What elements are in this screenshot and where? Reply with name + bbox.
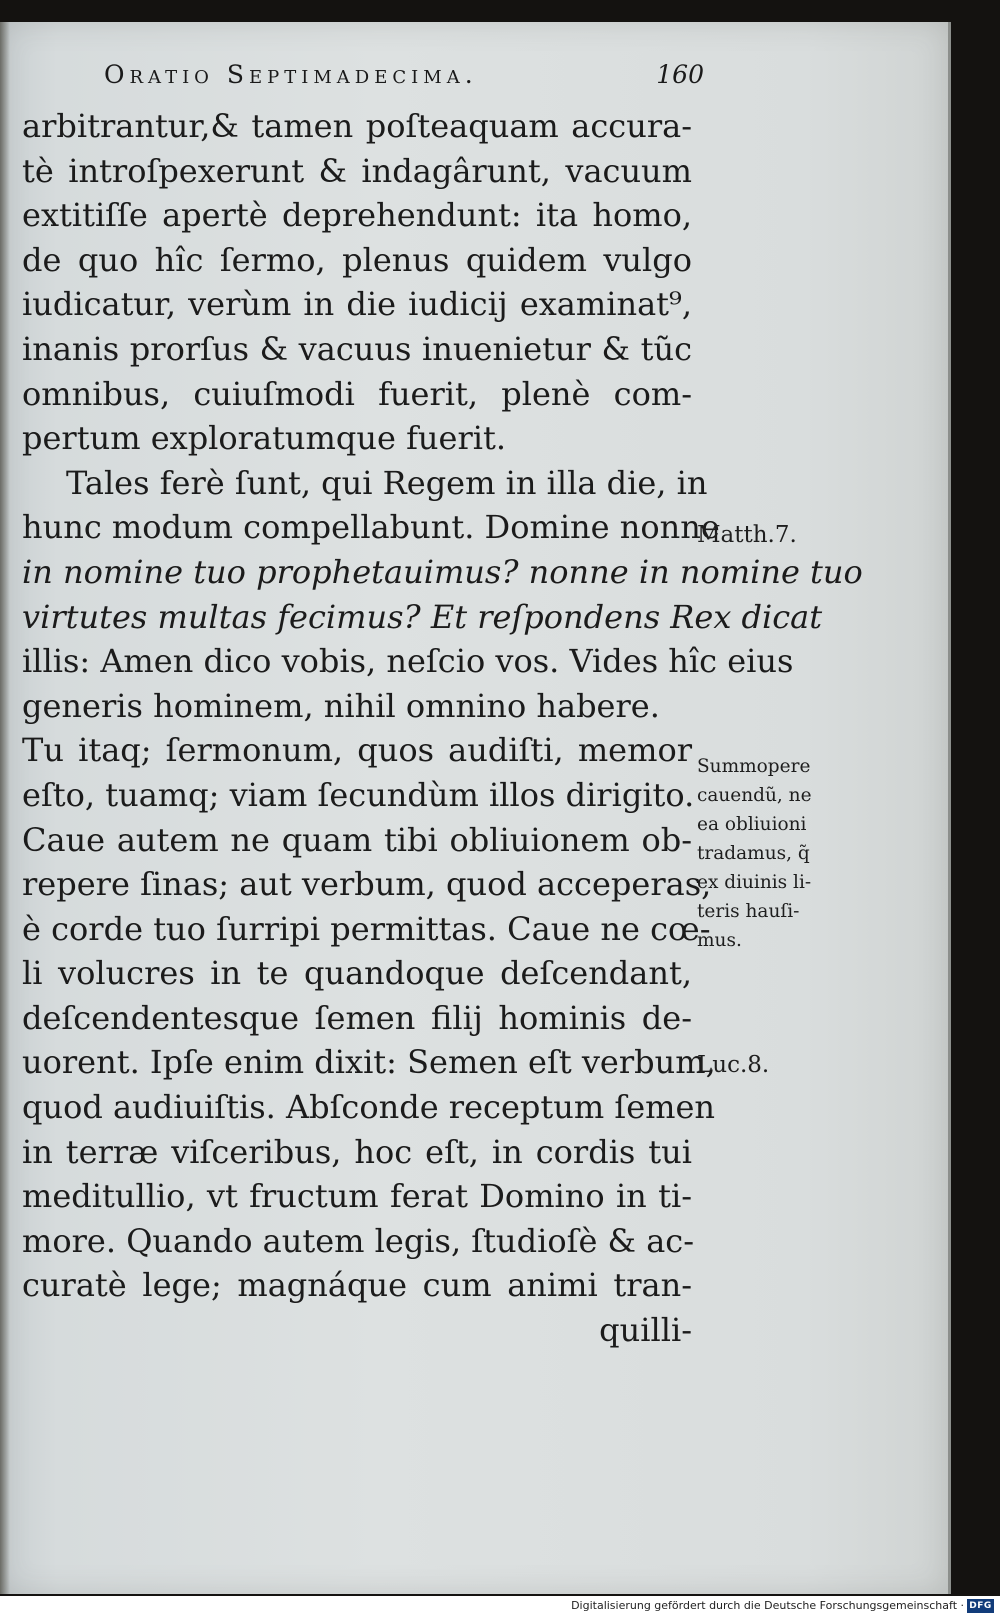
text-line: repere ſinas; aut verbum, quod acceperas, xyxy=(22,865,712,904)
text-line: Caue autem ne quam tibi obliuionem ob- xyxy=(22,820,692,859)
text-line: arbitrantur,& tamen poſteaquam accura- xyxy=(22,107,692,145)
text-line: de quo hîc ſermo, plenus quidem vulgo xyxy=(22,240,692,279)
text-line: uorent. Ipſe enim dixit: Semen eſt verbum, xyxy=(22,1043,716,1082)
text-line: iudicatur, verùm in die iudicij examinat⁹, xyxy=(22,285,692,324)
text-line: pertum exploratumque fuerit. xyxy=(22,419,507,458)
text-line: illis: Amen dico vobis, neſcio vos. Vides hîc eius xyxy=(22,642,794,681)
text-line: tè introſpexerunt & indagârunt, vacuum xyxy=(22,151,692,190)
margin-note-line: teris hauſi- xyxy=(697,901,800,922)
text-line: Tu itaq; ſermonum, quos audiſti, memor xyxy=(22,731,692,770)
funding-credit: Digitalisierung gefördert durch die Deutsche Forschungsgemeinschaft · xyxy=(571,1599,964,1612)
running-head-title: Oratio Septimadecima. xyxy=(104,60,478,89)
text-line: inanis prorſus & vacuus inuenietur & tũc xyxy=(22,329,692,368)
page-gutter-shadow xyxy=(0,22,10,1594)
text-line: extitiſſe apertè deprehendunt: ita homo, xyxy=(22,196,692,235)
text-line: deſcendentesque ſemen filij hominis de- xyxy=(22,998,692,1037)
text-line: generis hominem, nihil omnino habere. xyxy=(22,686,660,725)
text-line: è corde tuo ſurripi permittas. Caue ne cœ- xyxy=(22,909,711,948)
text-line: li volucres in te quandoque deſcendant, xyxy=(22,954,692,993)
margin-note-line: ea obliuioni xyxy=(697,814,807,835)
margin-reference-matthew: Matth.7. xyxy=(697,522,797,548)
margin-note-line: ex diuinis li- xyxy=(697,872,812,893)
text-line: quod audiuiſtis. Abſconde receptum ſemen xyxy=(22,1088,716,1127)
page-number: 160 xyxy=(656,60,704,89)
margin-note-line: Summopere xyxy=(697,756,811,777)
catchword: quilli- xyxy=(599,1311,692,1350)
footer-bar xyxy=(0,1596,1000,1617)
margin-note-line: cauendũ, ne xyxy=(697,785,812,806)
text-line: more. Quando autem legis, ſtudioſè & ac- xyxy=(22,1221,695,1260)
text-line: in terræ viſceribus, hoc eſt, in cordis tui xyxy=(22,1132,692,1171)
text-line: meditullio, vt fructum ferat Domino in ti- xyxy=(22,1177,692,1216)
paragraph-start-line: Tales ferè ſunt, qui Regem in illa die, in xyxy=(66,463,708,502)
text-line: omnibus, cuiuſmodi fuerit, plenè com- xyxy=(22,374,692,413)
margin-note-line: tradamus, q̃ xyxy=(697,843,810,864)
scripture-quote-line: virtutes multas fecimus? Et reſpondens Rex dicat xyxy=(22,597,823,636)
text-line: eſto, tuamq; viam ſecundùm illos dirigito. xyxy=(22,775,695,814)
scripture-quote-line: in nomine tuo prophetauimus? nonne in nomine tuo xyxy=(22,552,863,591)
margin-reference-luke: Luc.8. xyxy=(697,1052,770,1078)
dfg-logo: DFG xyxy=(967,1599,994,1613)
text-line: hunc modum compellabunt. Domine nonne xyxy=(22,508,720,547)
text-line: curatè lege; magnáque cum animi tran- xyxy=(22,1266,692,1305)
running-head xyxy=(104,60,704,100)
margin-note-line: mus. xyxy=(697,930,742,951)
